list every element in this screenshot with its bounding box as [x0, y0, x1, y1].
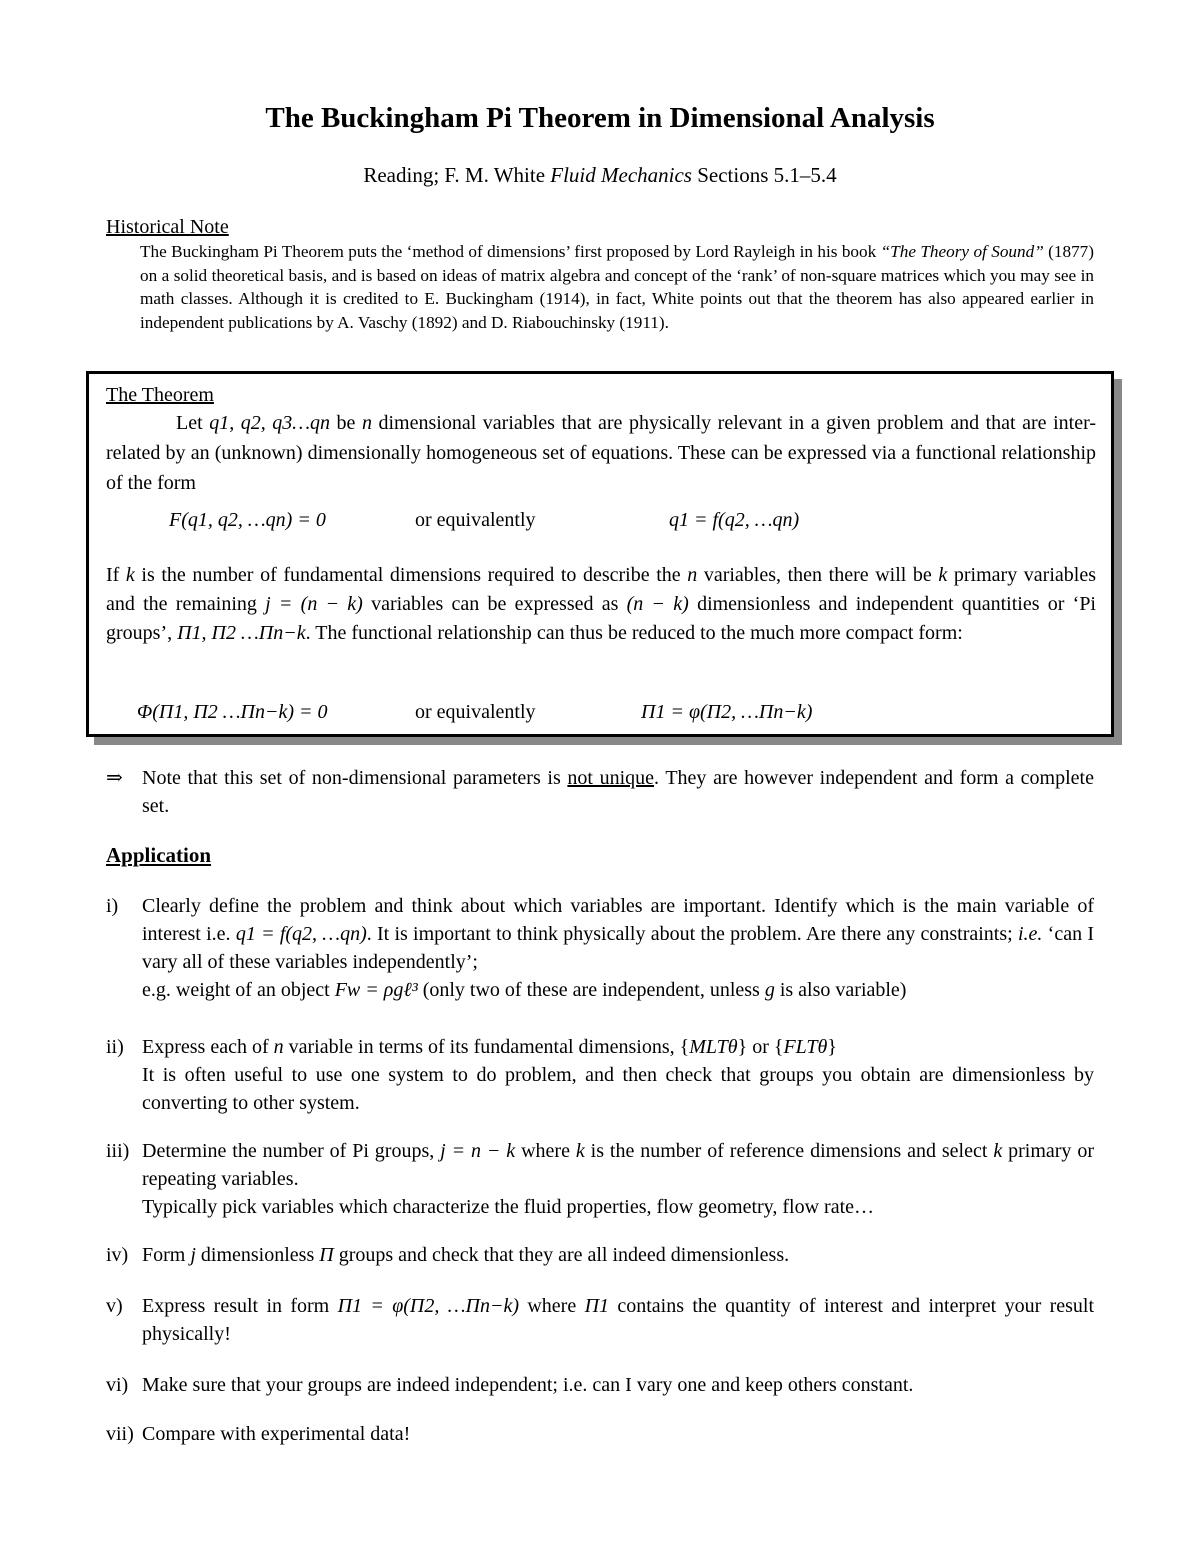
equation-2-left: Φ(Π1, Π2 …Πn−k) = 0: [137, 701, 328, 723]
step-number: ii): [106, 1036, 124, 1058]
math-flt: FLTθ: [783, 1036, 828, 1058]
step-text: Express result in form: [142, 1295, 338, 1317]
step-text: . It is important to think physically about the problem. Are there any constraints;: [366, 923, 1018, 945]
step-number: i): [106, 895, 119, 917]
math-g: g: [764, 979, 775, 1001]
application-step-4: [106, 1241, 1094, 1269]
math-n-minus-k: (n − k): [626, 593, 689, 615]
math-variables: q1, q2, q3…qn: [209, 412, 331, 434]
step-number: iii): [106, 1140, 130, 1162]
step-text: } or {: [737, 1036, 784, 1058]
historical-book-title: “The Theory of Sound”: [880, 242, 1044, 261]
theorem-text: variables, then there will be: [697, 564, 939, 586]
or-equivalently-2: or equivalently: [415, 701, 536, 723]
step-text: groups and check that they are all indeed dimensionless.: [333, 1244, 790, 1266]
implies-arrow-icon: ⇒: [106, 767, 123, 789]
step-text: (only two of these are independent, unless: [417, 979, 765, 1001]
math-equation: Π1 = φ(Π2, …Πn−k): [337, 1295, 519, 1317]
application-step-2: [106, 1033, 1094, 1117]
or-equivalently-1: or equivalently: [415, 509, 536, 531]
step-example: e.g. weight of an object: [142, 979, 335, 1001]
step-text: Make sure that your groups are indeed independent; i.e. can I vary one and keep others constant.: [142, 1374, 914, 1396]
step-text-line-2: It is often useful to use one system to do problem, and then check that groups you obtain are dimensionless by converting to other system.: [142, 1064, 1094, 1114]
math-n: n: [687, 564, 698, 586]
application-step-6: [106, 1371, 1094, 1399]
step-number: v): [106, 1295, 123, 1317]
math-k: k: [575, 1140, 585, 1162]
theorem-text: primary variables and the remaining: [106, 564, 1096, 615]
equation-2-right: Π1 = φ(Π2, …Πn−k): [641, 701, 813, 723]
note-text-b: . They are however independent and form a complete set.: [142, 767, 1094, 817]
theorem-text: variables can be expressed as: [362, 593, 627, 615]
theorem-text: Let: [176, 412, 210, 434]
step-text: Clearly define the problem and think about which variables are important. Identify which is the main variable of interest i.e.: [142, 895, 1094, 945]
application-step-3: [106, 1137, 1094, 1221]
math-pi: Π: [319, 1244, 334, 1266]
theorem-text: be: [330, 412, 362, 434]
step-number: iv): [106, 1244, 129, 1266]
reading-prefix: Reading; F. M. White: [363, 163, 551, 187]
application-step-7: [106, 1420, 1094, 1448]
step-text: Compare with experimental data!: [142, 1423, 411, 1445]
theorem-paragraph-2: [106, 561, 1096, 648]
step-number: vi): [106, 1374, 129, 1396]
step-text: Express each of: [142, 1036, 274, 1058]
step-text-line-2: Typically pick variables which characterize the fluid properties, flow geometry, flow rate…: [142, 1196, 875, 1218]
step-number: vii): [106, 1423, 134, 1445]
step-text: is also variable): [774, 979, 907, 1001]
application-step-1: [106, 892, 1094, 1004]
theorem-text: dimensionless and independent quantities or ‘Pi groups’,: [106, 593, 1096, 644]
theorem-text: dimensional variables that are physically relevant in a given problem and that are inter-related by an (unknown) dimensionally homogeneous set of equations. These can be expressed via a functional relationship of the form: [106, 412, 1096, 494]
step-text: dimensionless: [195, 1244, 320, 1266]
math-equation: q1 = f(q2, …qn): [235, 923, 367, 945]
reading-book: Fluid Mechanics: [550, 163, 692, 187]
historical-text-2: (1877) on a solid theoretical basis, and is based on ideas of matrix algebra and concept of the ‘rank’ of non-square matrices which you may see in math classes. Although it is credited to E. Buckingham (1914), in fact, White points out that the theorem has also appeared earlier in independent publications by A. Vaschy (1892) and D. Riabouchinsky (1911).: [140, 242, 1094, 332]
math-k: k: [993, 1140, 1003, 1162]
theorem-heading: The Theorem: [106, 384, 214, 406]
step-text: where: [519, 1295, 585, 1317]
math-n: n: [273, 1036, 284, 1058]
equation-1-left: F(q1, q2, …qn) = 0: [169, 509, 326, 531]
theorem-text: . The functional relationship can thus be reduced to the much more compact form:: [305, 622, 963, 644]
step-text: Form: [142, 1244, 191, 1266]
math-mlt: MLTθ: [689, 1036, 738, 1058]
note-underlined: not unique: [567, 767, 655, 789]
step-ie: i.e.: [1017, 923, 1043, 945]
application-heading: Application: [106, 843, 212, 867]
equation-row-1: [89, 507, 1117, 537]
theorem-box: [86, 371, 1114, 737]
application-step-5: [106, 1292, 1094, 1348]
math-pi-groups: Π1, Π2 …Πn−k: [177, 622, 306, 644]
step-text: ‘can I vary all of these variables independently’;: [142, 923, 1094, 973]
page-title: The Buckingham Pi Theorem in Dimensional Analysis: [265, 102, 935, 134]
step-text: contains the quantity of interest and interpret your result physically!: [142, 1295, 1095, 1345]
historical-text-1: The Buckingham Pi Theorem puts the ‘method of dimensions’ first proposed by Lord Rayleigh in his book: [140, 242, 881, 261]
step-text: variable in terms of its fundamental dimensions, {: [283, 1036, 690, 1058]
reading-line: [0, 162, 1200, 189]
equation-row-2: [89, 699, 1117, 729]
historical-note-text: [140, 240, 1094, 334]
theorem-paragraph-1: [106, 408, 1096, 498]
historical-note-heading: Historical Note: [106, 216, 229, 238]
theorem-text: If: [106, 564, 126, 586]
step-text: where: [515, 1140, 576, 1162]
step-text: Determine the number of Pi groups,: [142, 1140, 441, 1162]
note-text-a: Note that this set of non-dimensional parameters is: [142, 767, 568, 789]
note-text: [142, 764, 1094, 820]
math-weight-equation: Fw = ρgℓ³: [334, 979, 418, 1001]
math-j: j: [190, 1244, 196, 1266]
math-n: n: [361, 412, 372, 434]
math-k: k: [938, 564, 948, 586]
uniqueness-note: [106, 764, 1094, 820]
step-text: primary or repeating variables.: [142, 1140, 1094, 1190]
math-pi-1: Π1: [584, 1295, 610, 1317]
reading-suffix: Sections 5.1–5.4: [691, 163, 837, 187]
math-equation: j = n − k: [440, 1140, 516, 1162]
theorem-text: is the number of fundamental dimensions required to describe the: [134, 564, 688, 586]
equation-1-right: q1 = f(q2, …qn): [669, 509, 800, 531]
step-text: }: [827, 1036, 837, 1058]
math-j: j = (n − k): [265, 593, 363, 615]
step-text: is the number of reference dimensions and select: [584, 1140, 994, 1162]
math-k: k: [125, 564, 135, 586]
